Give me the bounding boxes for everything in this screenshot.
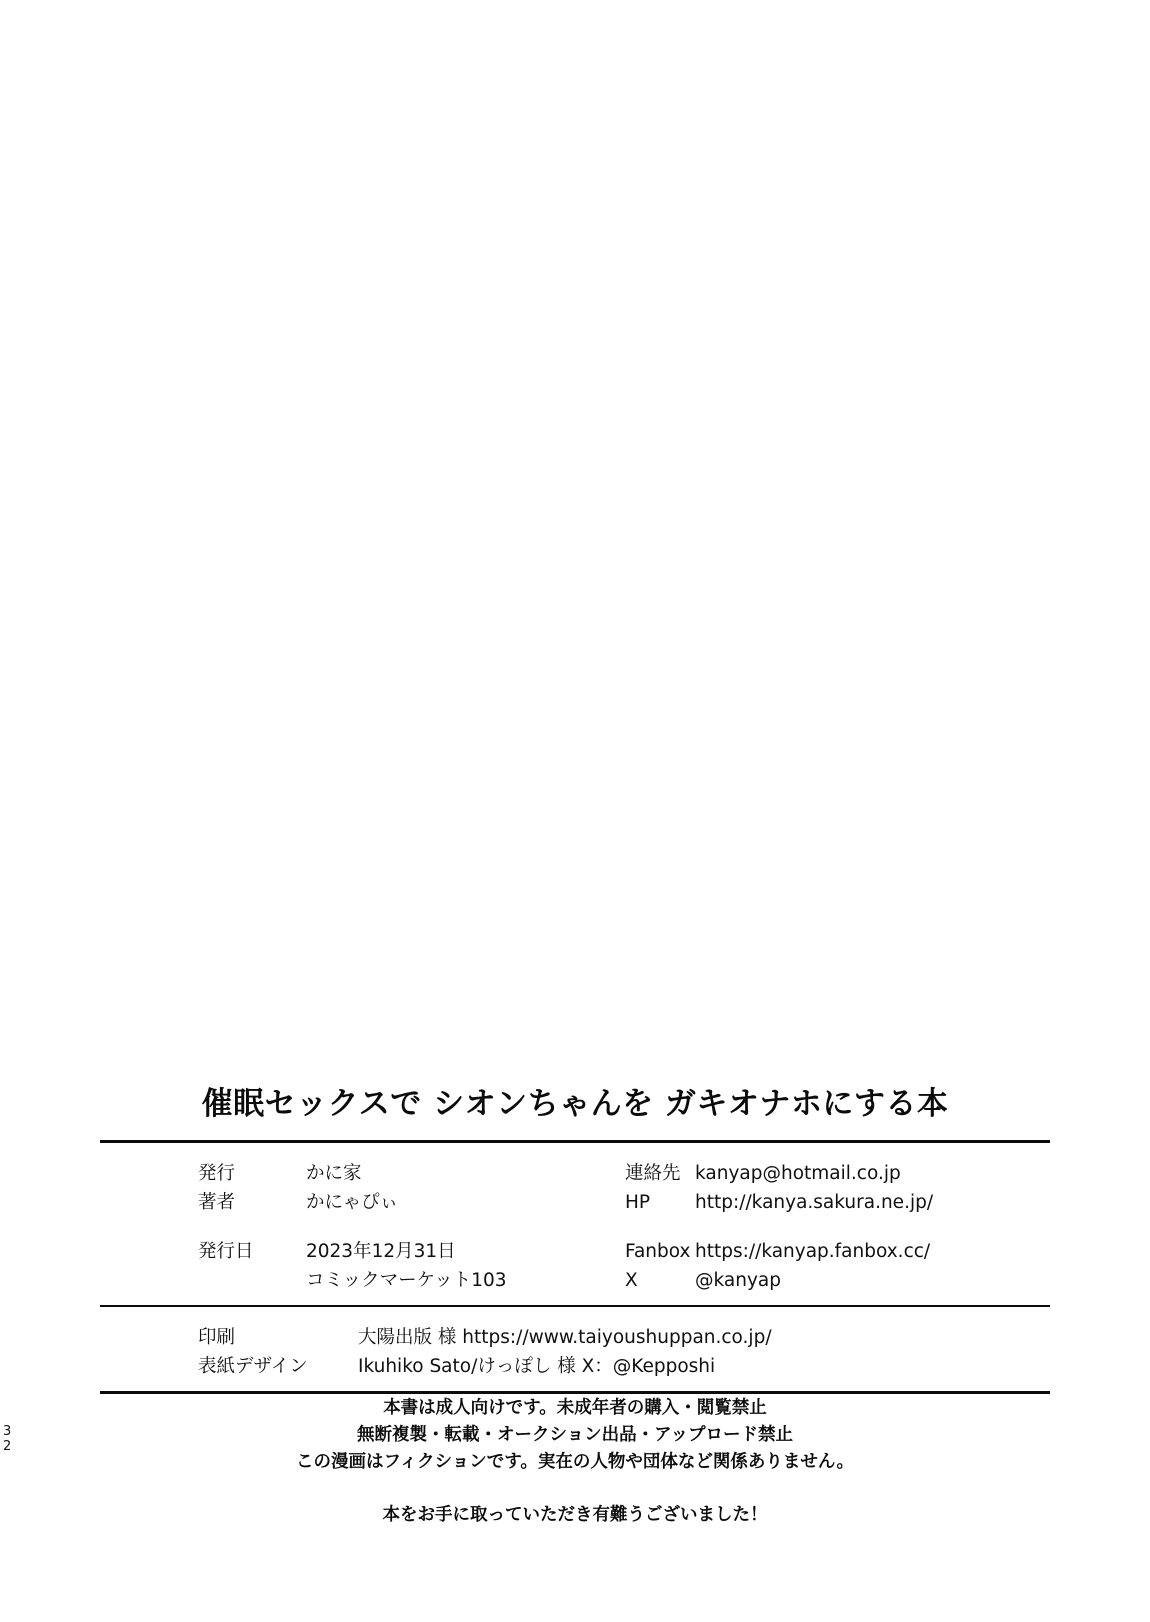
print-value[interactable]: 大陽出版 様 https://www.taiyoushuppan.co.jp/ [358, 1327, 772, 1348]
info-row [100, 1188, 1050, 1217]
info-value: かにゃぴぃ [306, 1192, 399, 1213]
notice-line: この漫画はフィクションです。実在の人物や団体など関係ありません。 [296, 1452, 854, 1472]
publication-info [100, 1143, 1050, 1305]
contact-value: kanyap@hotmail.co.jp [695, 1163, 901, 1184]
info-row [100, 1159, 1050, 1188]
cover-design-label: 表紙デザイン [198, 1356, 308, 1377]
cover-design-row [100, 1352, 1050, 1381]
info-label [100, 1266, 306, 1295]
divider-bottom [100, 1391, 1050, 1394]
colophon-block [100, 1078, 1050, 1394]
x-handle[interactable]: @kanyap [695, 1270, 781, 1291]
thanks-message: 本をお手に取っていただき有難うございました！ [382, 1505, 768, 1525]
row-spacer [100, 1217, 1050, 1237]
fanbox-url[interactable]: https://kanyap.fanbox.cc/ [695, 1241, 931, 1262]
notice-line: 無断複製・転載・オークション出品・アップロード禁止 [357, 1425, 793, 1445]
info-value: コミックマーケット103 [306, 1270, 507, 1291]
homepage-label: HP [625, 1192, 651, 1213]
page-number-digit-1: 3 [3, 1424, 12, 1439]
legal-notice [0, 1395, 1150, 1529]
x-label: X [625, 1270, 638, 1291]
info-label: 発行 [198, 1163, 236, 1184]
homepage-url[interactable]: http://kanya.sakura.ne.jp/ [695, 1192, 934, 1213]
production-info [100, 1307, 1050, 1391]
print-row [100, 1323, 1050, 1352]
info-row [100, 1266, 1050, 1295]
info-value: かに家 [306, 1163, 362, 1184]
info-value: 2023年12月31日 [306, 1241, 456, 1262]
info-label: 発行日 [198, 1241, 254, 1262]
book-title: 催眠セックスで シオンちゃんを ガキオナホにする本 [201, 1086, 949, 1122]
contact-label: 連絡先 [625, 1163, 681, 1184]
page-number-digit-2: 2 [3, 1439, 12, 1454]
cover-design-value[interactable]: Ikuhiko Sato/けっぽし 様 X：@Kepposhi [358, 1356, 716, 1377]
info-row [100, 1237, 1050, 1266]
fanbox-label: Fanbox [625, 1241, 691, 1262]
print-label: 印刷 [198, 1327, 236, 1348]
notice-line: 本書は成人向けです。未成年者の購入・閲覧禁止 [383, 1398, 767, 1418]
info-label: 著者 [198, 1192, 236, 1213]
